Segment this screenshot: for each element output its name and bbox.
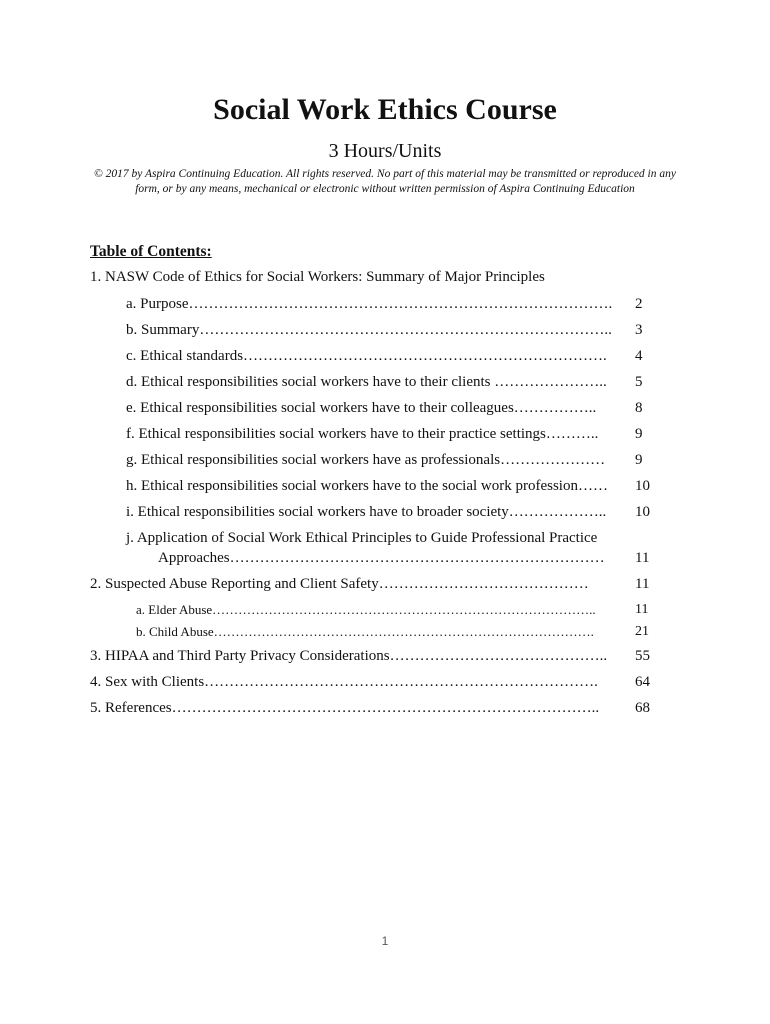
toc-entry-label: e. Ethical responsibilities social workers have to their colleagues…………….. <box>126 400 597 416</box>
page-number: 1 <box>381 934 389 948</box>
copyright-notice: © 2017 by Aspira Continuing Education. All rights reserved. No part of this material may be transmitted or reproduced in any form, or by any means, mechanical or electronic without written permission of Aspira Continuing Education <box>93 168 676 195</box>
toc-entry-label: h. Ethical responsibilities social workers have to the social work profession…… <box>126 478 608 494</box>
toc-entry-page: 55 <box>635 648 650 664</box>
toc-entry-label: 2. Suspected Abuse Reporting and Client Safety…………………………………… <box>90 576 589 592</box>
toc-entry-label: a. Elder Abuse…………………………………………………………………………….. <box>136 602 596 617</box>
toc-entry-label: b. Summary……………………………………………………………………….. <box>126 322 612 338</box>
toc-entry-label: d. Ethical responsibilities social workers have to their clients ………………….. <box>126 374 607 390</box>
toc-entry-page: 11 <box>635 576 650 592</box>
toc-entry-label: j. Application of Social Work Ethical Principles to Guide Professional Practice <box>126 530 598 546</box>
toc-entry-page: 9 <box>635 452 643 468</box>
toc-entry-page: 68 <box>635 700 650 716</box>
toc-entry-page: 5 <box>635 374 643 390</box>
toc-entry-label: i. Ethical responsibilities social workers have to broader society……………….. <box>126 504 607 520</box>
toc-entry-label: 1. NASW Code of Ethics for Social Workers: Summary of Major Principles <box>90 269 545 285</box>
document-title: Social Work Ethics Course <box>213 93 557 126</box>
toc-entry-label: 5. References………………………………………………………………………….. <box>90 700 600 716</box>
toc-entry-page: 11 <box>635 550 650 566</box>
toc-entry-label: Approaches………………………………………………………………… <box>158 550 605 566</box>
toc-entry-page: 21 <box>635 624 649 639</box>
toc-entry-page: 9 <box>635 426 643 442</box>
toc-entry-label: c. Ethical standards………………………………………………………………. <box>126 348 607 364</box>
toc-entry-label: g. Ethical responsibilities social workers have as professionals………………… <box>126 452 606 468</box>
toc-entry-page: 2 <box>635 296 643 312</box>
toc-entry-label: a. Purpose…………………………………………………………………………. <box>126 296 613 312</box>
toc-entry-page: 10 <box>635 478 650 494</box>
toc-entry-page: 3 <box>635 322 643 338</box>
toc-entry-label: b. Child Abuse……………………………………………………………………………. <box>136 624 594 639</box>
toc-entry-label: 4. Sex with Clients……………………………………………………………………. <box>90 674 598 690</box>
document-subtitle: 3 Hours/Units <box>328 140 442 162</box>
toc-entry-page: 10 <box>635 504 650 520</box>
toc-entry-page: 8 <box>635 400 643 416</box>
toc-entry-label: 3. HIPAA and Third Party Privacy Considerations…………………………………….. <box>90 648 608 664</box>
toc-entry-label: f. Ethical responsibilities social workers have to their practice settings……….. <box>126 426 599 442</box>
toc-entry-page: 4 <box>635 348 643 364</box>
toc-entry-page: 11 <box>635 602 649 617</box>
toc-entry-page: 64 <box>635 674 650 690</box>
toc-heading: Table of Contents: <box>90 243 212 260</box>
